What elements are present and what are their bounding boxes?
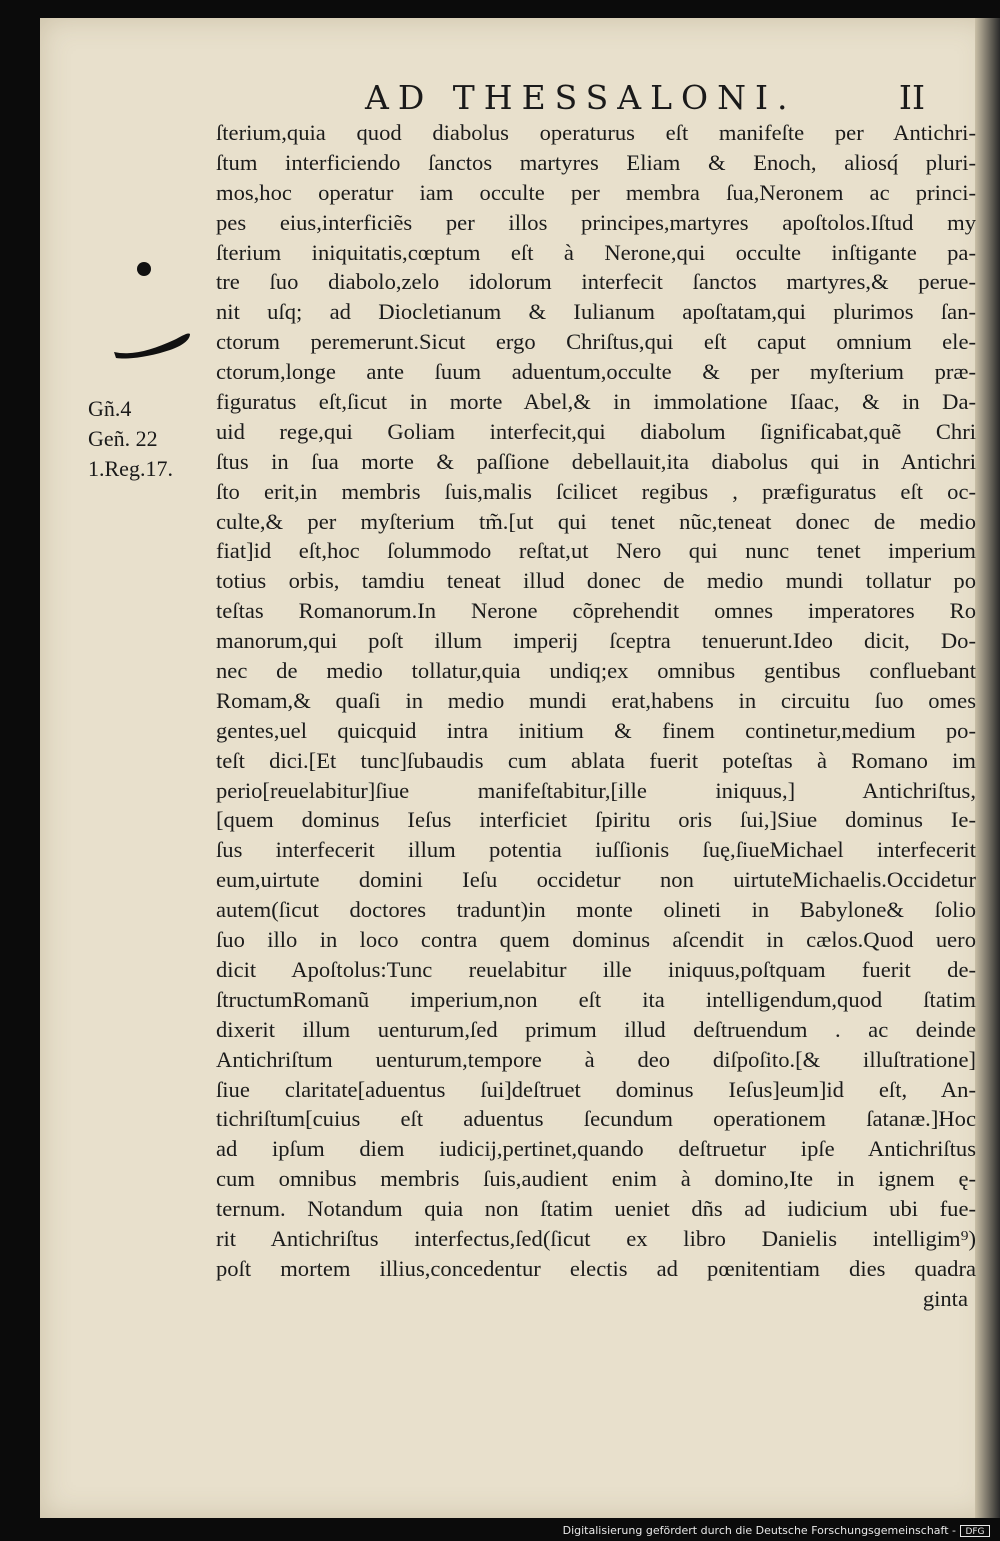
text-line: pes eius,interficiẽs per illos principes,martyres apoſtolos.Iſtud my xyxy=(216,209,976,235)
text-line: culte,& per myſterium tm̃.[ut qui tenet nũc,teneat donec de medio xyxy=(216,508,976,534)
text-line: fiat]id eſt,hoc ſolummodo reſtat,ut Nero qui nunc tenet imperium xyxy=(216,538,976,564)
text-line: rit Antichriſtus interfectus,ſed(ſicut ex libro Danielis intelligim⁹) xyxy=(216,1225,976,1251)
text-line: Antichriſtum uenturum,tempore à deo diſpoſito.[& illuſtratione] xyxy=(216,1046,976,1072)
text-line: ſterium iniquitatis,cœptum eſt à Nerone,qui occulte inſtigante pa- xyxy=(216,239,976,265)
page-number: II xyxy=(898,78,925,117)
text-line: manorum,qui poſt illum imperij ſceptra tenuerunt.Ideo dicit, Do- xyxy=(216,628,976,654)
text-line: dixerit illum uenturum,ſed primum illud deſtruendum . ac deinde xyxy=(216,1016,976,1042)
text-line: eum,uirtute domini Ieſu occidetur non uirtuteMichaelis.Occidetur xyxy=(216,867,976,893)
text-line: nec de medio tollatur,quia undiq;ex omnibus gentibus confluebant xyxy=(216,658,976,684)
running-title: AD THESSALONI. xyxy=(365,78,797,117)
text-line: [quem dominus Ieſus interficiet ſpiritu oris ſui,]Siue dominus Ie- xyxy=(216,807,976,833)
text-line: teſt dici.[Et tunc]ſubaudis cum ablata fuerit poteſtas à Romano im xyxy=(216,747,976,773)
text-line: ſuo illo in loco contra quem dominus aſcendit in cælos.Quod uero xyxy=(216,927,976,953)
ink-stroke-mark xyxy=(112,326,192,360)
text-line: ternum. Notandum quia non ſtatim ueniet dñs ad iudicium ubi fue- xyxy=(216,1196,976,1222)
text-line: figuratus eſt,ſicut in morte Abel,& in immolatione Iſaac, & in Da- xyxy=(216,389,976,415)
catchword: ginta xyxy=(922,1285,968,1311)
text-line: nit uſq; ad Diocletianum & Iulianum apoſtatam,qui plurimos ſan- xyxy=(216,299,976,325)
text-line: dicit Apoſtolus:Tunc reuelabitur ille iniquus,poſtquam fuerit de- xyxy=(216,956,976,982)
text-line: teſtas Romanorum.In Nerone cõprehendit omnes imperatores Ro xyxy=(216,598,976,624)
text-line: cum omnibus membris ſuis,audient enim à domino,Ite in ignem ę- xyxy=(216,1166,976,1192)
text-line: ctorum,longe ante ſuum aduentum,occulte & per myſterium præ- xyxy=(216,359,976,385)
text-line: ſtus in ſua morte & paſſione debellauit,ita diabolus qui in Antichri xyxy=(216,448,976,474)
margin-notes xyxy=(88,394,213,484)
text-line: mos,hoc operatur iam occulte per membra ſua,Neronem ac princi- xyxy=(216,179,976,205)
page-edge-shadow xyxy=(975,18,1000,1518)
text-line: ſto erit,in membris ſuis,malis ſcilicet regibus , præfiguratus eſt oc- xyxy=(216,478,976,504)
text-line: tichriſtum[cuius eſt aduentus ſecundum operationem ſatanæ.]Hoc xyxy=(216,1106,976,1132)
text-line: tre ſuo diabolo,zelo idolorum interfecit ſanctos martyres,& perue- xyxy=(216,269,976,295)
page-header xyxy=(365,78,925,122)
text-line: ſus interfecerit illum potentia iuſſionis ſuę,ſiueMichael interfecerit xyxy=(216,837,976,863)
footer-bar xyxy=(0,1521,1000,1541)
text-line: gentes,uel quicquid intra initium & finem continetur,medium po- xyxy=(216,717,976,743)
margin-note: Geñ. 22 xyxy=(88,426,158,451)
dfg-logo: DFG xyxy=(960,1525,990,1537)
text-line: ad ipſum diem iudicij,pertinet,quando deſtruetur ipſe Antichriſtus xyxy=(216,1136,976,1162)
ink-dot-mark xyxy=(137,262,151,276)
text-line: ſtum interficiendo ſanctos martyres Eliam & Enoch, aliosq́ pluri- xyxy=(216,149,976,175)
text-line: ſiue claritate[aduentus ſui]deſtruet dominus Ieſus]eum]id eſt, An- xyxy=(216,1076,976,1102)
text-line: uid rege,qui Goliam interfecit,qui diabolum ſignificabat,quẽ Chri xyxy=(216,418,976,444)
margin-note: 1.Reg.17. xyxy=(88,456,173,481)
text-line: totius orbis, tamdiu teneat illud donec de medio mundi tollatur po xyxy=(216,568,976,594)
text-line: autem(ſicut doctores tradunt)in monte olineti in Babylone& ſolio xyxy=(216,897,976,923)
text-line: ctorum peremerunt.Sicut ergo Chriſtus,qui eſt caput omnium ele- xyxy=(216,329,976,355)
text-line: ſterium,quia quod diabolus operaturus eſt manifeſte per Antichri- xyxy=(216,120,976,145)
funding-credit: Digitalisierung gefördert durch die Deutsche Forschungsgemeinschaft - xyxy=(562,1524,956,1537)
body-text xyxy=(216,118,976,1314)
text-line: perio[reuelabitur]ſiue manifeſtabitur,[ille iniquus,] Antichriſtus, xyxy=(216,777,976,803)
text-line: Romam,& quaſi in medio mundi erat,habens in circuitu ſuo omes xyxy=(216,687,976,713)
text-line: poſt mortem illius,concedentur electis ad pœnitentiam dies quadra xyxy=(216,1255,976,1281)
text-line: ſtructumRomanũ imperium,non eſt ita intelligendum,quod ſtatim xyxy=(216,986,976,1012)
margin-note: Gñ.4 xyxy=(88,396,132,421)
